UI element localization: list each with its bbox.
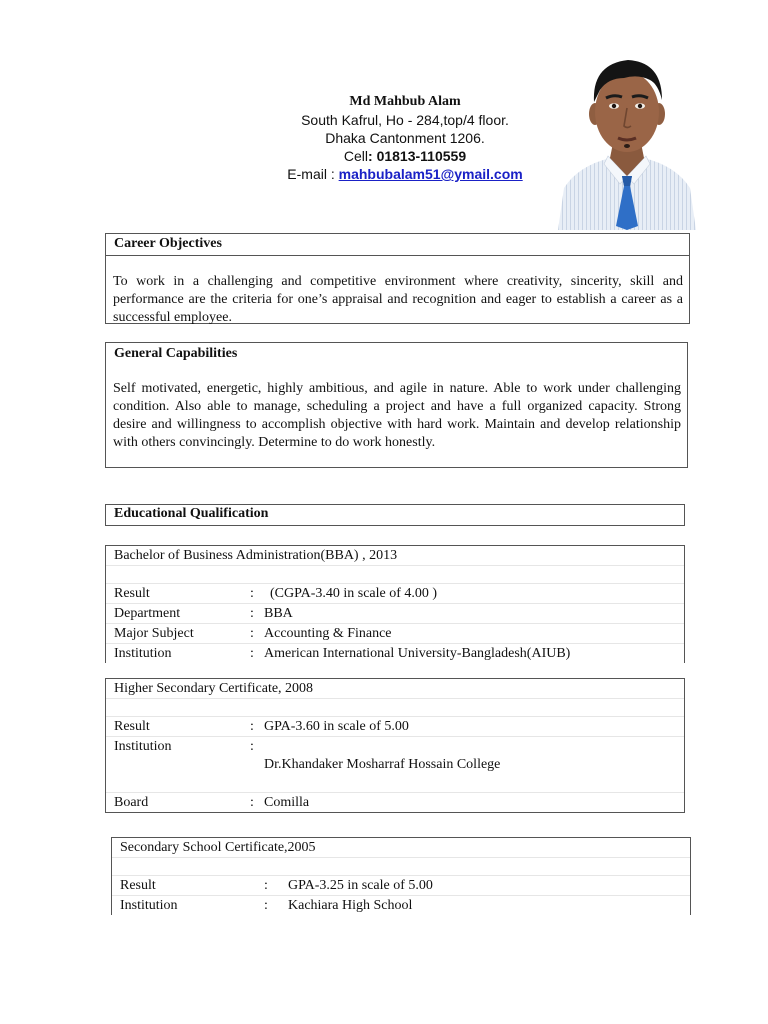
profile-photo: [558, 50, 696, 230]
table-row: [106, 736, 684, 792]
result-value: GPA-3.25 in scale of 5.00: [288, 878, 433, 893]
result-label: Result: [114, 719, 150, 734]
general-capabilities-text: Self motivated, energetic, highly ambitious, and agile in nature. Able to work under challenging condition. Also able to manage, scheduling a project and have a full organized capacity. Strong desire and willingness to accomplish objective with hard work. Maintain and develop relationship with others convincingly. Determine to do work honestly.: [113, 381, 681, 450]
hsc-table: [105, 678, 685, 813]
institution-value: Kachiara High School: [288, 898, 413, 913]
institution-value: American International University-Bangladesh(AIUB): [264, 646, 571, 661]
table-row: [112, 895, 690, 915]
colon: :: [264, 898, 268, 913]
ssc-heading: Secondary School Certificate,2005: [111, 837, 691, 857]
colon: :: [250, 626, 254, 641]
institution-label: Institution: [114, 739, 172, 754]
cell-label: Cell: [343, 148, 369, 164]
career-objectives-section: [105, 233, 690, 324]
email-label: E-mail :: [287, 166, 339, 182]
colon: :: [250, 606, 254, 621]
table-row: [106, 716, 684, 736]
major-subject-label: Major Subject: [114, 626, 194, 641]
ssc-table: [111, 837, 691, 915]
department-label: Department: [114, 606, 181, 621]
cell-number: : 01813-110559: [368, 148, 467, 164]
email-line: [240, 165, 570, 183]
cell-line: [240, 147, 570, 165]
major-subject-value: Accounting & Finance: [264, 626, 392, 641]
board-label: Board: [114, 795, 149, 810]
table-row: [106, 643, 684, 663]
hsc-heading: Higher Secondary Certificate, 2008: [105, 678, 685, 698]
result-value: GPA-3.60 in scale of 5.00: [264, 719, 409, 734]
table-row: [106, 565, 684, 583]
career-objectives-title: Career Objectives: [106, 234, 689, 256]
profile-photo-image: [558, 50, 696, 230]
address-line-1: South Kafrul, Ho - 284,top/4 floor.: [301, 112, 509, 128]
institution-label: Institution: [120, 898, 178, 913]
educational-qualification-title: Educational Qualification: [114, 506, 269, 521]
department-value: BBA: [264, 606, 293, 621]
candidate-name: Md Mahbub Alam: [349, 94, 461, 109]
table-row: [106, 603, 684, 623]
resume-header: [240, 93, 570, 183]
board-value: Comilla: [264, 795, 310, 810]
colon: :: [250, 719, 254, 734]
general-capabilities-section: [105, 342, 688, 468]
colon: :: [250, 586, 254, 601]
table-row: [106, 698, 684, 716]
career-objectives-text: To work in a challenging and competitive environment where creativity, sincerity, skill and performance are the criteria for one’s appraisal and recognition and eager to establish a career as a successful employee.: [113, 274, 683, 325]
bba-heading: Bachelor of Business Administration(BBA) , 2013: [105, 545, 685, 565]
table-row: [106, 583, 684, 603]
table-row: [106, 792, 684, 812]
educational-qualification-section: [105, 504, 685, 526]
bba-table: [105, 545, 685, 663]
table-row: [112, 875, 690, 895]
result-label: Result: [114, 586, 150, 601]
result-label: Result: [120, 878, 156, 893]
table-row: [112, 857, 690, 875]
email-link[interactable]: mahbubalam51@ymail.com: [338, 166, 523, 182]
institution-value: Dr.Khandaker Mosharraf Hossain College: [264, 757, 501, 772]
colon: :: [264, 878, 268, 893]
colon: :: [250, 739, 254, 754]
address-line-2: Dhaka Cantonment 1206.: [325, 130, 485, 146]
result-value: (CGPA-3.40 in scale of 4.00 ): [270, 586, 438, 601]
colon: :: [250, 795, 254, 810]
institution-label: Institution: [114, 646, 172, 661]
general-capabilities-title: General Capabilities: [114, 346, 238, 361]
table-row: [106, 623, 684, 643]
colon: :: [250, 646, 254, 661]
